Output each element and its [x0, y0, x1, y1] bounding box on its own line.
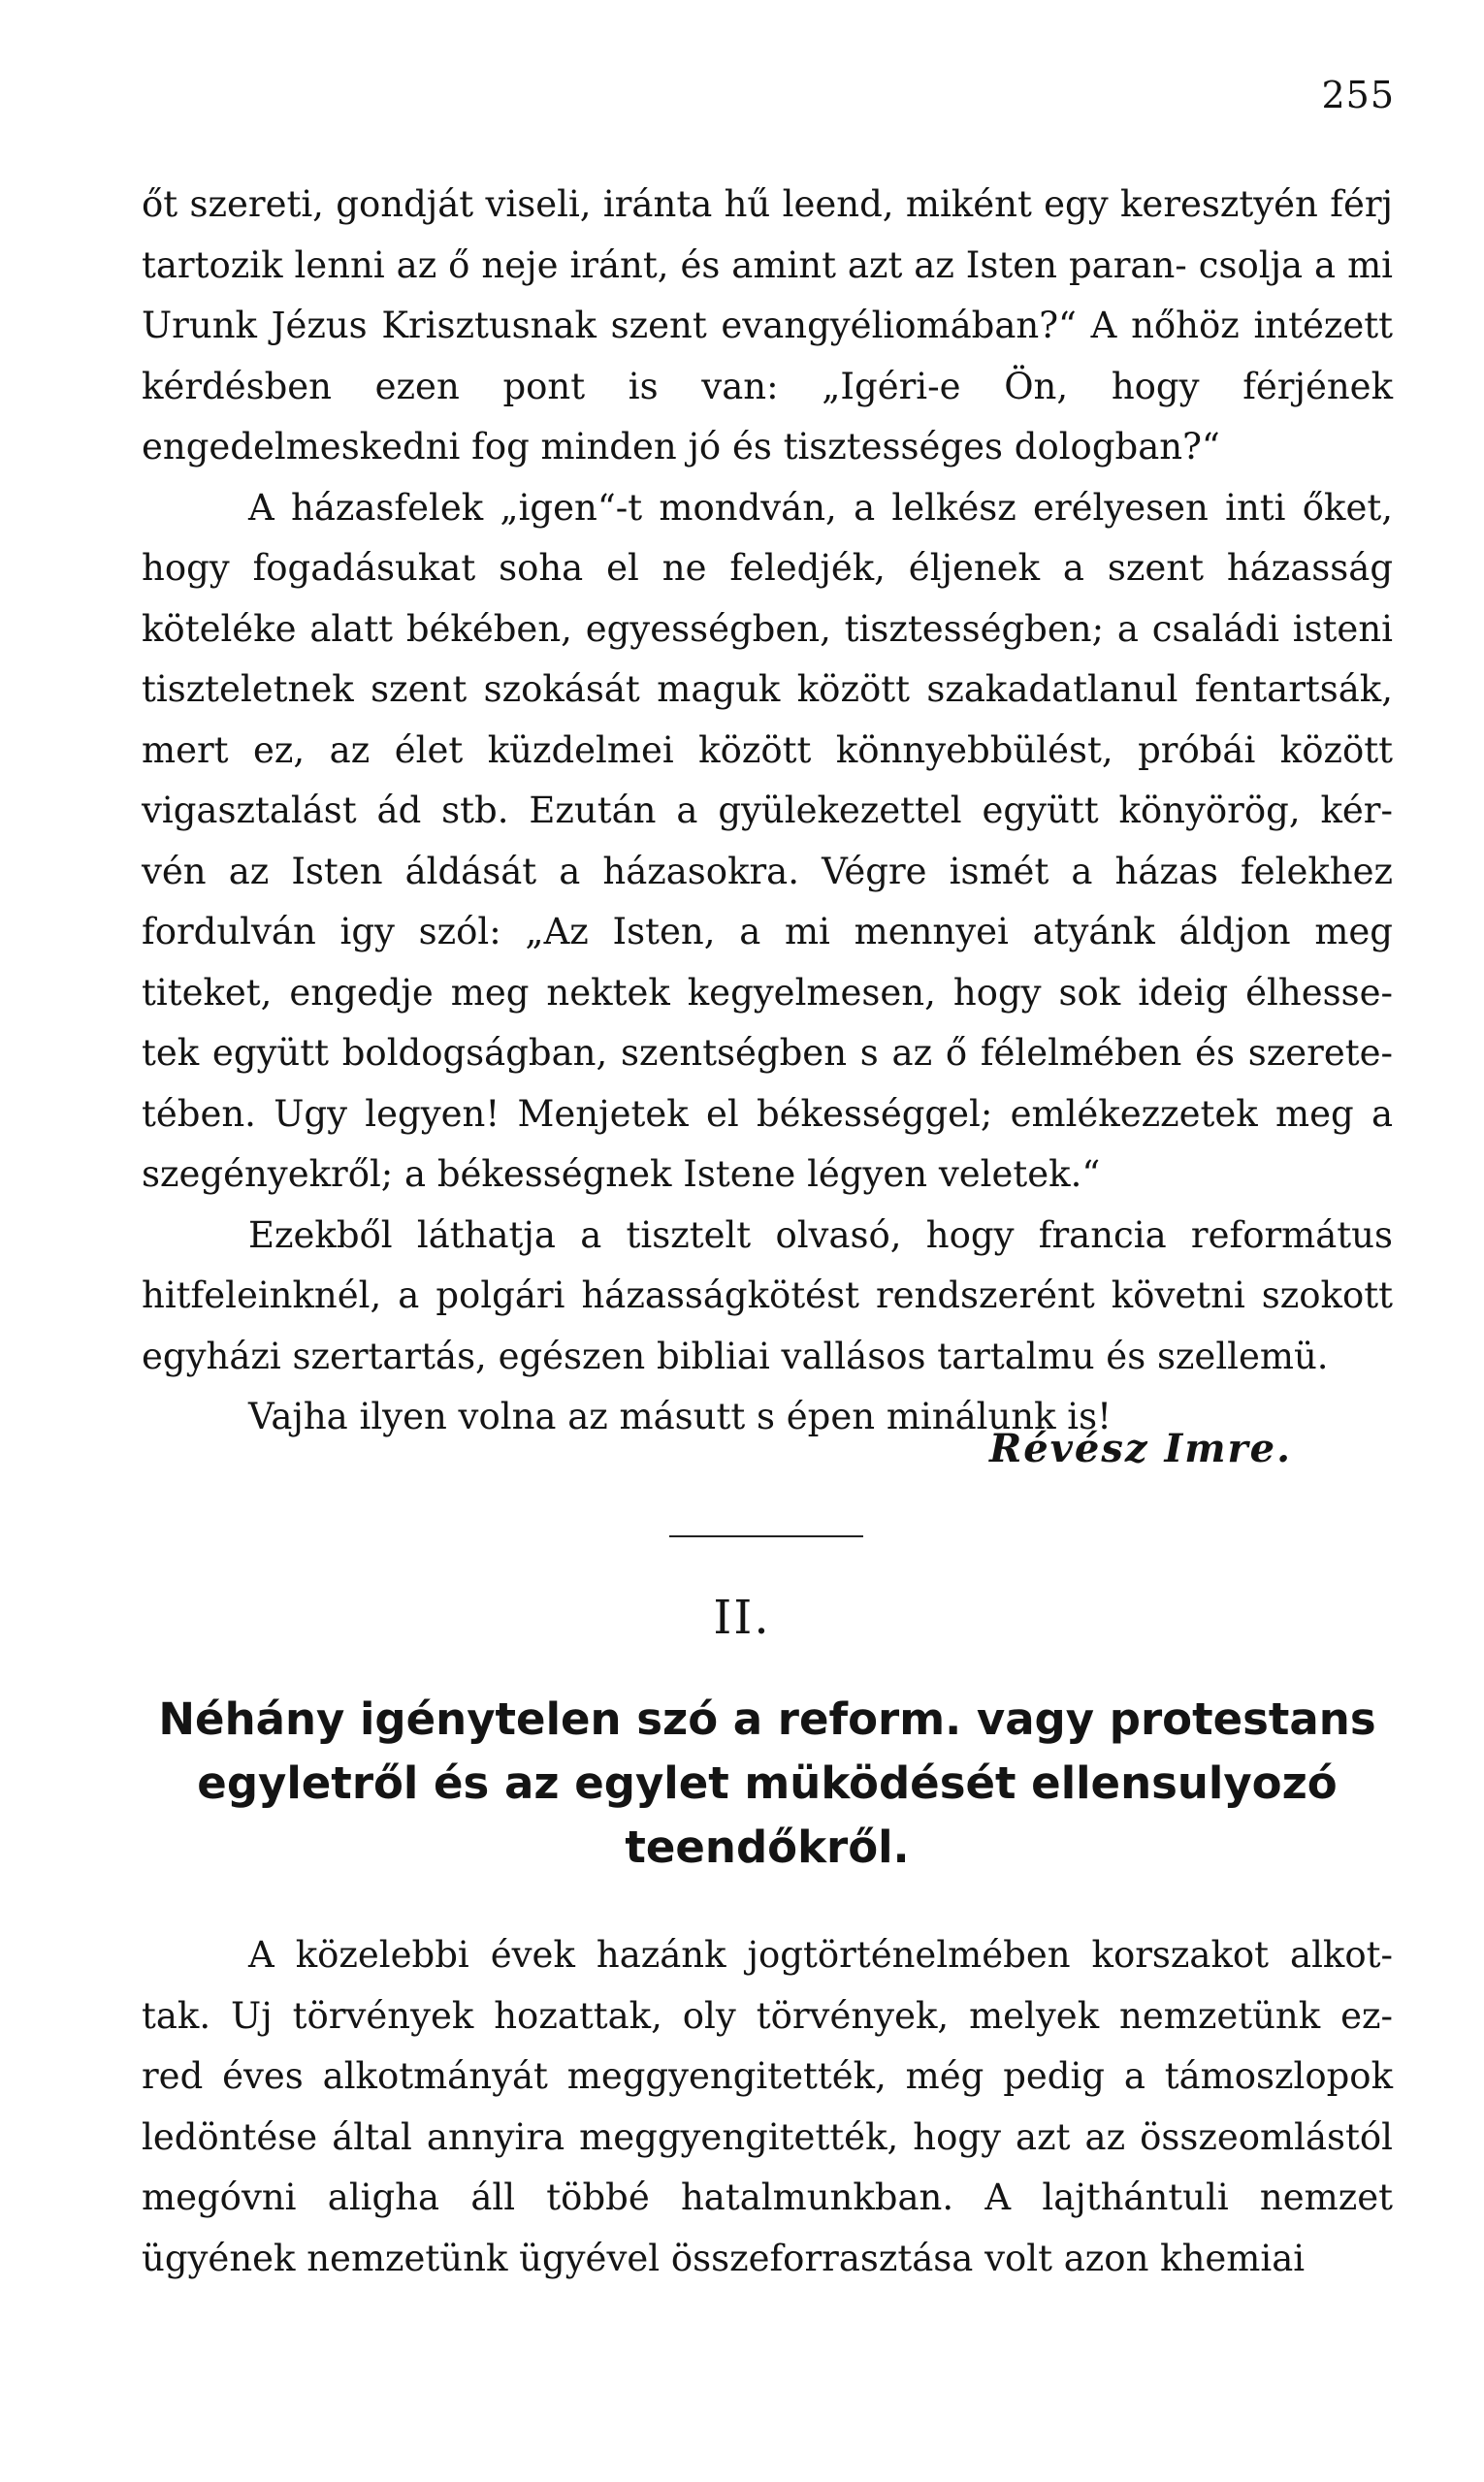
- section-title: [142, 1688, 1393, 1880]
- text-line: megóvni aligha áll többé hatalmunkban. A lajthántuli nemzet: [142, 2176, 1393, 2218]
- text-line: Vajha ilyen volna az másutt s épen minálunk is!: [248, 1396, 1112, 1437]
- text-line: egyházi szertartás, egészen bibliai vallásos tartalmu és szellemü.: [142, 1335, 1329, 1377]
- page-number: 255: [1321, 74, 1395, 116]
- text-line: nőhöz intézett kérdésben ezen pont is van: „Igéri-e Ön, hogy: [142, 305, 1393, 407]
- text-line: férj tartozik lenni az ő neje iránt, és amint azt az Isten paran-: [142, 183, 1393, 286]
- paragraph-3: [142, 1206, 1393, 1388]
- text-line: tiszteletnek szent szokását maguk között szakadatlanul fentartsák,: [142, 668, 1393, 710]
- text-line: A közelebbi évek hazánk jogtörténelmében korszakot alkot-: [248, 1934, 1393, 1976]
- text-line: tak. Uj törvények hozattak, oly törvények, melyek nemzetünk ez-: [142, 1994, 1393, 2037]
- title-line: egyletről és az egylet müködését ellensulyozó: [197, 1757, 1338, 1809]
- title-line: teendőkről.: [625, 1821, 910, 1873]
- text-line: vigasztalást ád stb. Ezután a gyülekezettel együtt könyörög, kér-: [142, 790, 1393, 831]
- section-2-text: [142, 1925, 1393, 2289]
- text-line: férjének engedelmeskedni fog minden jó és tisztességes dologban?“: [142, 365, 1393, 467]
- title-line: Néhány igénytelen szó a reform. vagy protestans: [158, 1693, 1376, 1745]
- text-line: hitfeleinknél, a polgári házasságkötést rendszerént követni szokott: [142, 1274, 1393, 1316]
- text-line: Ezekből láthatja a tisztelt olvasó, hogy francia református: [248, 1213, 1393, 1256]
- text-line: ügyének nemzetünk ügyével összeforrasztása volt azon khemiai: [142, 2237, 1306, 2279]
- section-number: II.: [713, 1591, 771, 1645]
- text-line: titeket, engedje meg nektek kegyelmesen, hogy sok ideig élhesse-: [142, 971, 1393, 1014]
- paragraph-2: [142, 478, 1393, 1206]
- text-line: red éves alkotmányát meggyengitették, még pedig a támoszlopok: [142, 2055, 1393, 2097]
- text-line: mert ez, az élet küzdelmei között könnyebbülést, próbái között: [142, 728, 1393, 771]
- text-line: fordulván igy szól: „Az Isten, a mi mennyei atyánk áldjon meg: [142, 911, 1393, 952]
- paragraph-5: [142, 1925, 1393, 2289]
- text-line: ledöntése által annyira meggyengitették, hogy azt az összeomlástól: [142, 2115, 1393, 2158]
- text-line: vén az Isten áldását a házasokra. Végre ismét a házas felekhez: [142, 850, 1393, 892]
- section-divider: [669, 1535, 863, 1537]
- text-line: őt szereti, gondját viseli, iránta hű leend, miként egy keresztyén: [142, 183, 1318, 225]
- text-line: csolja a mi Urunk Jézus Krisztusnak szent evangyéliomában?“ A: [142, 243, 1393, 346]
- text-line: szegényekről; a békességnek Istene légyen veletek.“: [142, 1153, 1101, 1195]
- text-line: hogy fogadásukat soha el ne feledjék, éljenek a szent házasság: [142, 547, 1393, 589]
- text-line: tek együtt boldogságban, szentségben s az ő félelmében és szerete-: [142, 1032, 1393, 1074]
- text-line: köteléke alatt békében, egyességben, tisztességben; a családi isteni: [142, 607, 1393, 650]
- paragraph-1: [142, 175, 1393, 478]
- section-1-text: [142, 175, 1393, 1448]
- author-signature: Révész Imre.: [988, 1426, 1292, 1471]
- text-line: A házasfelek „igen“-t mondván, a lelkész erélyesen inti őket,: [248, 486, 1393, 529]
- text-line: tében. Ugy legyen! Menjetek el békességgel; emlékezzetek meg a: [142, 1092, 1393, 1135]
